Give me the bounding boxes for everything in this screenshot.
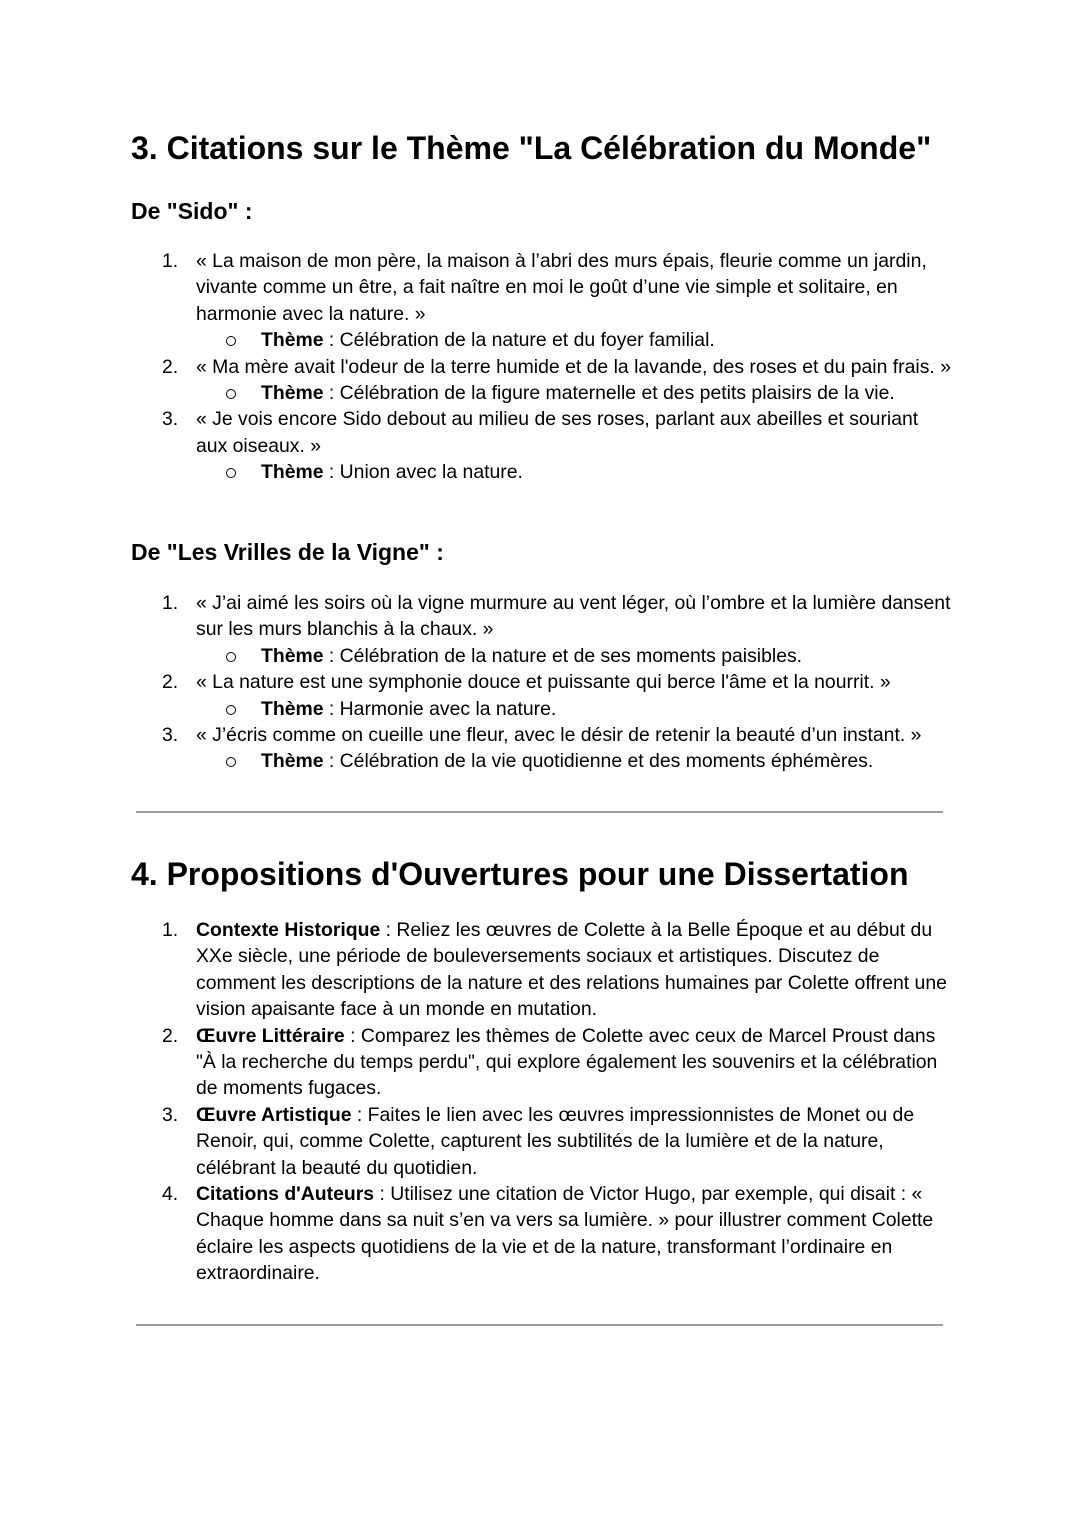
theme-label: Thème [261,382,324,405]
section-3-title: 3. Citations sur le Thème "La Célébration du Monde" [131,130,932,166]
theme-label: Thème [261,644,324,667]
list-number: 3. [162,1103,179,1126]
item-text: : Faites le lien avec les œuvres impressionnistes de Monet ou de Renoir, qui, comme Colette, capturent les subtilités de la lumière et de la nature, célébrant la beauté du quotidien. [196,1103,915,1179]
section-4-title: 4. Propositions d'Ouvertures pour une Dissertation [131,856,909,892]
quote-text: « J’ai aimé les soirs où la vigne murmure au vent léger, où l’ombre et la lumière dansent sur les murs blanchis à la chaux. » [196,592,951,641]
theme-line [131,459,951,485]
item-text: : Comparez les thèmes de Colette avec ceux de Marcel Proust dans "À la recherche du temps perdu", qui explore également les souvenirs et la célébration de moments fugaces. [196,1024,938,1100]
theme-label: Thème [261,750,324,773]
theme-text: : Célébration de la vie quotidienne et des moments éphémères. [323,750,874,773]
theme-text: : Harmonie avec la nature. [323,697,557,720]
item-text: : Utilisez une citation de Victor Hugo, par exemple, qui disait : « Chaque homme dans sa nuit s’en va vers sa lumière. » pour illustrer comment Colette éclaire les aspects quotidiens de la vie et de la nature, transformant l’ordinaire en extraordinaire. [196,1183,934,1285]
circle-bullet-icon [226,652,236,662]
circle-bullet-icon [226,336,236,346]
list-number: 1. [162,919,179,941]
item-label: Œuvre Littéraire [196,1024,345,1047]
quote-text: « J’écris comme on cueille une fleur, avec le désir de retenir la beauté d’un instant. » [196,724,922,747]
list-number: 3. [162,724,179,747]
theme-line [131,643,951,669]
theme-label: Thème [261,329,324,352]
theme-line [131,696,951,722]
list-item [131,669,951,695]
ouvertures-list [131,917,951,1287]
list-number: 4. [162,1183,179,1206]
list-item [131,406,951,459]
list-number: 1. [162,250,179,272]
item-label: Citations d'Auteurs [196,1183,375,1206]
quote-text: « La maison de mon père, la maison à l’abri des murs épais, fleurie comme un jardin, vivante comme un être, a fait naître en moi le goût d’une vie simple et solitaire, en harmonie avec la nature. » [196,250,927,325]
theme-line [131,748,951,774]
item-label: Œuvre Artistique [196,1103,352,1126]
list-item [131,354,951,380]
list-number: 2. [162,671,179,694]
sido-heading: De "Sido" : [131,198,253,224]
item-label: Contexte Historique [196,919,381,941]
list-item [131,590,951,643]
list-number: 1. [162,592,179,614]
theme-line [131,327,951,353]
list-item [131,917,951,1023]
list-item [131,1023,951,1102]
list-item [131,1102,951,1181]
list-number: 3. [162,408,179,431]
theme-label: Thème [261,461,324,484]
theme-text: : Célébration de la nature et de ses moments paisibles. [323,644,803,667]
list-number: 2. [162,1024,179,1047]
horizontal-divider [136,1324,943,1326]
vrilles-citations-list [131,590,951,775]
theme-text: : Célébration de la figure maternelle et des petits plaisirs de la vie. [323,382,895,405]
horizontal-divider [136,811,943,813]
list-item [131,722,951,748]
vrilles-heading: De "Les Vrilles de la Vigne" : [131,539,444,565]
theme-label: Thème [261,697,324,720]
quote-text: « Je vois encore Sido debout au milieu de ses roses, parlant aux abeilles et souriant aux oiseaux. » [196,408,919,457]
list-item [131,248,951,327]
theme-text: : Union avec la nature. [323,461,523,484]
quote-text: « La nature est une symphonie douce et puissante qui berce l'âme et la nourrit. » [196,671,891,694]
circle-bullet-icon [226,468,236,478]
item-text: : Reliez les œuvres de Colette à la Belle Époque et au début du XXe siècle, une période de bouleversements sociaux et artistiques. Discutez de comment les descriptions de la nature et des relations humaines par Colette offrent une vision apaisante face à un monde en mutation. [196,919,947,1021]
theme-line [131,380,951,406]
list-number: 2. [162,355,179,378]
circle-bullet-icon [226,705,236,715]
theme-text: : Célébration de la nature et du foyer familial. [323,329,715,352]
circle-bullet-icon [226,757,236,767]
list-item [131,1181,951,1287]
circle-bullet-icon [226,389,236,399]
sido-citations-list [131,248,951,486]
quote-text: « Ma mère avait l'odeur de la terre humide et de la lavande, des roses et du pain frais. » [196,355,951,378]
